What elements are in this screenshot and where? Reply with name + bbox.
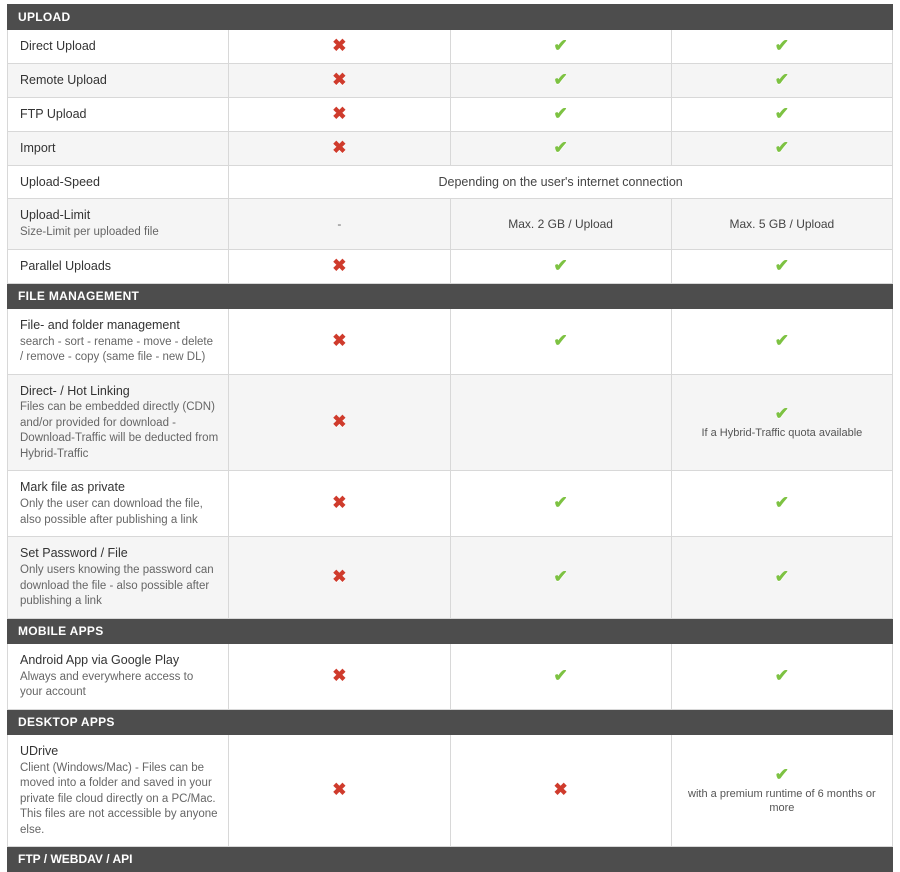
table-body	[8, 5, 893, 872]
plan-cell-premium	[450, 131, 671, 165]
table-row	[8, 471, 893, 537]
table-row	[8, 537, 893, 618]
plan-cell-premium	[450, 97, 671, 131]
feature-subtitle: Only the user can download the file, also possible after publishing a link	[20, 498, 203, 526]
table-row	[8, 199, 893, 249]
check-icon: ✔	[774, 764, 789, 784]
check-icon: ✔	[553, 69, 568, 89]
check-icon: ✔	[774, 330, 789, 350]
feature-title: Mark file as private	[20, 480, 125, 495]
check-icon: ✔	[774, 69, 789, 89]
plan-cell-premium	[450, 734, 671, 846]
plan-cell-premium	[450, 537, 671, 618]
cross-icon: ✖	[332, 103, 347, 123]
table-row	[8, 131, 893, 165]
table-row	[8, 30, 893, 64]
feature-subtitle: Always and everywhere access to your account	[20, 670, 194, 699]
plan-cell-premium-plus	[671, 63, 892, 97]
plan-cell-free	[229, 734, 450, 846]
plan-cell-free	[229, 97, 450, 131]
feature-title: Parallel Uploads	[20, 258, 112, 273]
plan-cell-premium-plus	[671, 734, 892, 846]
plan-cell-free	[229, 63, 450, 97]
plan-cell-premium-plus	[671, 643, 892, 709]
plan-cell-premium-plus	[671, 537, 892, 618]
plan-cell-free	[229, 471, 450, 537]
feature-name-cell	[8, 537, 229, 618]
plan-cell-premium	[450, 199, 671, 249]
plan-cell-free	[229, 249, 450, 283]
feature-title: Direct Upload	[20, 39, 96, 53]
plan-cell-free	[229, 643, 450, 709]
table-row	[8, 97, 893, 131]
feature-name-cell	[8, 63, 229, 97]
section-header-desktop-apps	[8, 709, 893, 734]
plan-cell-premium-plus	[671, 97, 892, 131]
plan-cell-premium	[450, 30, 671, 64]
check-icon: ✔	[553, 103, 568, 123]
table-row	[8, 249, 893, 283]
feature-name-cell	[8, 97, 229, 131]
check-icon: ✔	[774, 665, 789, 685]
dash-icon: -	[337, 217, 342, 232]
table-row	[8, 165, 893, 199]
plan-cell-premium	[450, 249, 671, 283]
plan-cell-premium-plus	[671, 30, 892, 64]
plan-cell-free	[229, 374, 450, 471]
plan-cell-premium	[450, 471, 671, 537]
feature-name-cell	[8, 30, 229, 64]
feature-subtitle: Client (Windows/Mac) - Files can be moved into a folder and saved in your private file cloud directly on a PC/Mac. This files are not accessible by anyone else.	[20, 761, 218, 836]
feature-subtitle: search - sort - rename - move - delete / remove - copy (same file - new DL)	[20, 335, 214, 364]
table-row	[8, 643, 893, 709]
feature-title: Direct- / Hot Linking	[20, 383, 130, 398]
check-icon: ✔	[553, 493, 568, 513]
udrive-runtime-note: with a premium runtime of 6 months or more	[688, 787, 876, 814]
feature-subtitle: Files can be embedded directly (CDN) and/or provided for download - Download-Traffic will be deducted from Hybrid-Traffic	[20, 401, 219, 460]
check-icon: ✔	[774, 35, 789, 55]
plan-cell-premium-plus	[671, 249, 892, 283]
cross-icon: ✖	[332, 493, 347, 513]
cross-icon: ✖	[332, 665, 347, 685]
plan-cell-premium	[450, 63, 671, 97]
plan-cell-premium	[450, 308, 671, 374]
cross-icon: ✖	[553, 779, 568, 799]
section-header-clipped	[8, 847, 893, 872]
upload-limit-premium-plus: Max. 5 GB / Upload	[729, 217, 835, 232]
feature-subtitle: Only users knowing the password can download the file - also possible after publishing a link	[20, 564, 214, 608]
section-header-mobile-apps	[8, 618, 893, 643]
plan-cell-premium-plus	[671, 374, 892, 471]
feature-subtitle: Size-Limit per uploaded file	[20, 226, 159, 239]
section-title: FILE MANAGEMENT	[8, 283, 893, 308]
plan-cell-premium-plus	[671, 471, 892, 537]
comparison-table-page	[0, 4, 900, 867]
feature-title: Upload-Speed	[20, 174, 100, 189]
plan-cell-premium	[450, 374, 671, 471]
plan-cell-free	[229, 131, 450, 165]
feature-name-cell	[8, 308, 229, 374]
feature-name-cell	[8, 471, 229, 537]
feature-title: Import	[20, 140, 56, 155]
cross-icon: ✖	[332, 330, 347, 350]
feature-title: Remote Upload	[20, 72, 107, 87]
check-icon: ✔	[553, 255, 568, 275]
section-title: DESKTOP APPS	[8, 709, 893, 734]
upload-limit-premium: Max. 2 GB / Upload	[508, 217, 613, 232]
cross-icon: ✖	[332, 137, 347, 157]
check-icon: ✔	[774, 137, 789, 157]
cross-icon: ✖	[332, 69, 347, 89]
table-row	[8, 734, 893, 846]
section-header-upload	[8, 5, 893, 30]
feature-name-cell	[8, 734, 229, 846]
check-icon: ✔	[553, 137, 568, 157]
cross-icon: ✖	[332, 255, 347, 275]
cross-icon: ✖	[332, 412, 347, 432]
feature-title: Upload-Limit	[20, 208, 91, 223]
hybrid-traffic-note: If a Hybrid-Traffic quota available	[701, 426, 863, 439]
check-icon: ✔	[774, 255, 789, 275]
section-header-file-management	[8, 283, 893, 308]
upload-speed-note: Depending on the user's internet connection	[229, 165, 893, 199]
plan-cell-premium-plus	[671, 308, 892, 374]
feature-name-cell	[8, 643, 229, 709]
check-icon: ✔	[553, 567, 568, 587]
feature-name-cell	[8, 249, 229, 283]
feature-name-cell	[8, 131, 229, 165]
section-title: MOBILE APPS	[8, 618, 893, 643]
section-title: FTP / WEBDAV / API	[8, 847, 893, 872]
check-icon: ✔	[774, 103, 789, 123]
feature-title: FTP Upload	[20, 106, 87, 121]
plan-cell-free	[229, 537, 450, 618]
table-row	[8, 63, 893, 97]
cross-icon: ✖	[332, 567, 347, 587]
feature-comparison-table	[7, 4, 893, 872]
table-row	[8, 308, 893, 374]
feature-title: UDrive	[20, 743, 59, 758]
feature-name-cell	[8, 374, 229, 471]
feature-name-cell	[8, 165, 229, 199]
plan-cell-free	[229, 308, 450, 374]
check-icon: ✔	[553, 35, 568, 55]
plan-cell-premium-plus	[671, 199, 892, 249]
check-icon: ✔	[774, 493, 789, 513]
cross-icon: ✖	[332, 779, 347, 799]
check-icon: ✔	[774, 403, 789, 423]
feature-title: Android App via Google Play	[20, 652, 180, 667]
check-icon: ✔	[553, 330, 568, 350]
feature-title: File- and folder management	[20, 317, 180, 332]
check-icon: ✔	[774, 567, 789, 587]
table-row	[8, 374, 893, 471]
check-icon: ✔	[553, 665, 568, 685]
plan-cell-free	[229, 199, 450, 249]
feature-name-cell	[8, 199, 229, 249]
feature-title: Set Password / File	[20, 546, 128, 561]
plan-cell-premium-plus	[671, 131, 892, 165]
plan-cell-premium	[450, 643, 671, 709]
section-title: UPLOAD	[8, 5, 893, 30]
cross-icon: ✖	[332, 35, 347, 55]
plan-cell-free	[229, 30, 450, 64]
